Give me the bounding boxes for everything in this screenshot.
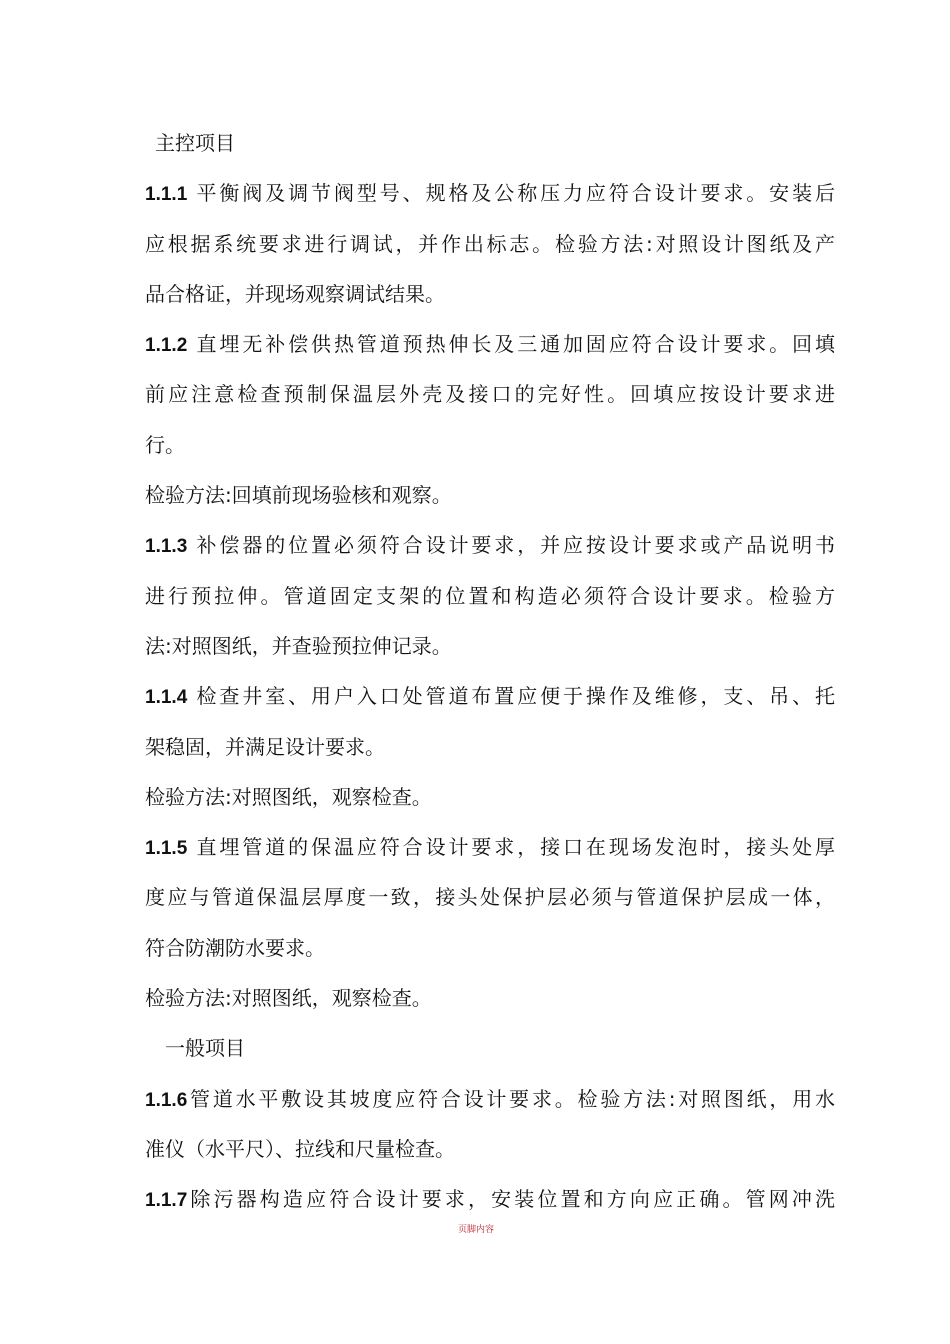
clause-1-1-6 bbox=[145, 1074, 835, 1175]
clause-1-1-2 bbox=[145, 319, 835, 520]
clause-number: 1.1.1 bbox=[145, 184, 188, 206]
clause-text: 直埋无补偿供热管道预热伸长及三通加固应符合设计要求。回填 bbox=[187, 332, 835, 357]
clause-1-1-4 bbox=[145, 671, 835, 822]
clause-text: 进行预拉伸。管道固定支架的位置和构造必须符合设计要求。检验方 bbox=[145, 583, 835, 608]
clause-text: 准仪（水平尺）、拉线和尺量检查。 bbox=[145, 1136, 455, 1161]
section-heading-main: 主控项目 bbox=[155, 131, 235, 155]
clause-1-1-1 bbox=[145, 168, 835, 319]
clause-text: 应根据系统要求进行调试，并作出标志。检验方法:对照设计图纸及产 bbox=[145, 231, 835, 256]
clause-text: 行。 bbox=[145, 432, 185, 457]
clause-text: 前应注意检查预制保温层外壳及接口的完好性。回填应按设计要求进 bbox=[145, 382, 835, 407]
clause-number: 1.1.2 bbox=[145, 335, 188, 357]
clause-text: 度应与管道保温层厚度一致，接头处保护层必须与管道保护层成一体， bbox=[145, 885, 835, 910]
clause-text: 管道水平敷设其坡度应符合设计要求。检验方法:对照图纸，用水 bbox=[187, 1086, 835, 1111]
clause-text: 除污器构造应符合设计要求，安装位置和方向应正确。管网冲洗 bbox=[187, 1187, 835, 1212]
section-heading-general: 一般项目 bbox=[165, 1036, 245, 1061]
clause-1-1-7 bbox=[145, 1174, 835, 1224]
clause-text: 符合防潮防水要求。 bbox=[145, 935, 325, 960]
clause-text: 法:对照图纸，并查验预拉伸记录。 bbox=[145, 633, 452, 658]
page-footer: 页脚内容 bbox=[458, 1225, 495, 1235]
clause-number: 1.1.4 bbox=[145, 687, 188, 709]
clause-1-1-3 bbox=[145, 520, 835, 671]
clause-text: 品合格证，并现场观察调试结果。 bbox=[145, 281, 445, 306]
clause-text: 架稳固，并满足设计要求。 bbox=[145, 734, 385, 759]
document-body bbox=[145, 118, 835, 1225]
clause-1-1-5 bbox=[145, 822, 835, 1023]
clause-text: 检查井室、用户入口处管道布置应便于操作及维修，支、吊、托 bbox=[187, 684, 835, 709]
clause-number: 1.1.3 bbox=[145, 536, 188, 558]
clause-number: 1.1.7 bbox=[145, 1190, 188, 1212]
clause-number: 1.1.6 bbox=[145, 1089, 188, 1111]
clause-text: 平衡阀及调节阀型号、规格及公称压力应符合设计要求。安装后 bbox=[187, 181, 835, 206]
inspection-method: 检验方法:对照图纸，观察检查。 bbox=[145, 784, 432, 809]
clause-text: 直埋管道的保温应符合设计要求，接口在现场发泡时，接头处厚 bbox=[187, 835, 835, 860]
inspection-method: 检验方法:对照图纸，观察检查。 bbox=[145, 986, 432, 1011]
clause-number: 1.1.5 bbox=[145, 838, 188, 860]
clause-text: 补偿器的位置必须符合设计要求，并应按设计要求或产品说明书 bbox=[187, 533, 835, 558]
inspection-method: 检验方法:回填前现场验核和观察。 bbox=[145, 483, 452, 508]
